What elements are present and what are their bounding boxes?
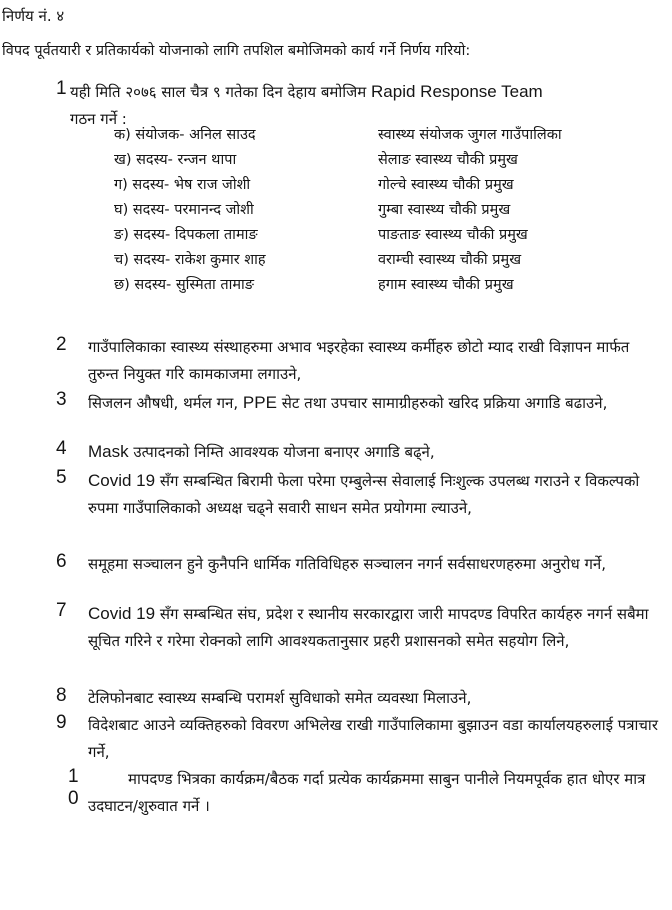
item-text-latin: Covid 19 xyxy=(88,471,156,490)
team-row xyxy=(0,249,672,273)
team-row xyxy=(0,174,672,198)
team-row xyxy=(0,274,672,298)
item-text-latin: Covid 19 xyxy=(88,604,156,623)
item-text-latin: Rapid Response Team xyxy=(371,82,543,101)
item-number: 6 xyxy=(56,551,67,572)
team-row xyxy=(0,199,672,223)
team-row xyxy=(0,224,672,248)
item-number: 3 xyxy=(56,389,67,410)
item-number: 7 xyxy=(56,600,67,621)
item-text-part: गठन गर्ने : xyxy=(70,110,127,128)
member-role: हगाम स्वास्थ्य चौकी प्रमुख xyxy=(378,277,514,293)
item-number: 4 xyxy=(56,438,67,459)
item-text-part: उत्पादनको निम्ति आवश्यक योजना बनाएर अगाडि बढ्ने, xyxy=(133,443,435,461)
team-row xyxy=(0,149,672,173)
member-name: घ) सदस्य- परमानन्द जोशी xyxy=(114,202,254,218)
item-text-part: सेट तथा उपचार सामाग्रीहरुको खरिद प्रक्रिया अगाडि बढाउने, xyxy=(281,394,608,412)
member-role: स्वास्थ्य संयोजक जुगल गाउँपालिका xyxy=(378,127,562,143)
item-text xyxy=(88,438,663,466)
item-number: 1 0 xyxy=(68,766,79,809)
item-number: 5 xyxy=(56,467,67,488)
member-role: वराम्ची स्वास्थ्य चौकी प्रमुख xyxy=(378,252,522,268)
item-text: मापदण्ड भित्रका कार्यक्रम/बैठक गर्दा प्रत्येक कार्यक्रममा साबुन पानीले नियमपूर्वक हात धोएर मात्र उदघाटन/शुरुवात गर्ने । xyxy=(88,770,646,815)
item-text: टेलिफोनबाट स्वास्थ्य सम्बन्धि परामर्श सुविधाको समेत व्यवस्था मिलाउने, xyxy=(88,689,472,707)
member-name: ग) सदस्य- भेष राज जोशी xyxy=(114,177,251,193)
item-text: समूहमा सञ्चालन हुने कुनैपनि धार्मिक गतिविधिहरु सञ्चालन नगर्न सर्वसाधरणहरुमा अनुरोध गर्ने, xyxy=(88,555,606,573)
item-text xyxy=(88,467,663,522)
item-text xyxy=(88,389,663,417)
item-text-latin: PPE xyxy=(242,393,277,412)
item-text-part: सँग सम्बन्धित संघ, प्रदेश र स्थानीय सरकारद्वारा जारी मापदण्ड विपरित कार्यहरु नगर्न सबैमा सूचित गरिने र गरेमा रोक्नको लागि आवश्यकतानुसार प्रहरी प्रशासनको समेत सहयोग लिने, xyxy=(88,605,649,650)
item-number: 1 xyxy=(56,78,67,99)
item-text-part: सँग सम्बन्धित बिरामी फेला परेमा एम्बुलेन्स सेवालाई निःशुल्क उपलब्ध गराउने र विकल्पको रुपमा गाउँपालिकाको अध्यक्ष चढ्ने सवारी साधन समेत प्रयोगमा ल्याउने, xyxy=(88,472,640,517)
member-name: छ) सदस्य- सुस्मिता तामाङ xyxy=(114,277,255,293)
item-number: 9 xyxy=(56,712,67,733)
member-name: ङ) सदस्य- दिपकला तामाङ xyxy=(114,227,258,243)
item-text-part: यही मिति २०७६ साल चैत्र ९ गतेका दिन देहाय बमोजिम xyxy=(70,83,367,101)
item-text-latin: Mask xyxy=(88,442,129,461)
member-name: क) संयोजक- अनिल साउद xyxy=(114,127,256,143)
item-text-part: सिजलन औषधी, थर्मल गन, xyxy=(88,394,239,412)
item-number: 8 xyxy=(56,685,67,706)
member-role: गोल्चे स्वास्थ्य चौकी प्रमुख xyxy=(378,177,514,193)
decision-number-heading: निर्णय नं. ४ xyxy=(2,7,65,25)
member-name: ख) सदस्य- रन्जन थापा xyxy=(114,152,237,168)
item-number: 2 xyxy=(56,334,67,355)
team-row xyxy=(0,124,672,148)
member-role: गुम्बा स्वास्थ्य चौकी प्रमुख xyxy=(378,202,511,218)
member-role: सेलाङ स्वास्थ्य चौकी प्रमुख xyxy=(378,152,518,168)
member-role: पाङताङ स्वास्थ्य चौकी प्रमुख xyxy=(378,227,528,243)
item-text xyxy=(88,600,663,655)
member-name: च) सदस्य- राकेश कुमार शाह xyxy=(114,252,266,268)
intro-sentence: विपद पूर्वतयारी र प्रतिकार्यको योजनाको लागि तपशिल बमोजिमको कार्य गर्ने निर्णय गरियो: xyxy=(2,43,471,59)
item-text: गाउँपालिकाका स्वास्थ्य संस्थाहरुमा अभाव भइरहेका स्वास्थ्य कर्मीहरु छोटो म्याद राखी विज्ञापन मार्फत तुरुन्त नियुक्त गरि कामकाजमा लगाउने, xyxy=(88,338,630,383)
item-text: विदेशबाट आउने व्यक्तिहरुको विवरण अभिलेख राखी गाउँपालिकामा बुझाउन वडा कार्यालयहरुलाई पत्राचार गर्ने, xyxy=(88,716,658,761)
